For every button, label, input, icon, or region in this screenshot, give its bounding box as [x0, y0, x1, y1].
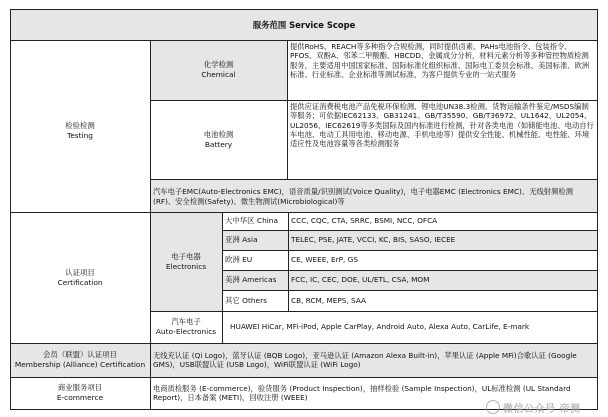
rule-membership [10, 377, 598, 378]
rule-americas [222, 290, 598, 291]
certification-label [10, 212, 150, 343]
rule-eu [222, 270, 598, 271]
region-others: 其它 Others [225, 295, 267, 305]
membership-label [10, 343, 150, 377]
testing-label [10, 40, 150, 222]
electronics-label-cn: 电子电器 [171, 251, 201, 261]
battery-description: 提供应证消费税电池产品免税环保检测、锂电池UN38.3检测、货物运输条件鉴定/MSDS编制等服务；可依据IEC62133、GB31241、GB/T35590、GB/T36972、UL1642、UL2054、UL2056、IEC62619等多类国际及国内标准进行检测，针对各类电池（如储能电池、电动自行车电池、电动工具用电池、移动电源、手机电池等）提供安全性能、机械性能、电性能、环境适应性及电池容量等各类检测服务 [290, 102, 594, 149]
region-eu-certs: CE, WEEE, ErP, GS [291, 255, 358, 265]
table-title: 服务范围 Service Scope [10, 9, 598, 40]
region-others-certs: CB, RCM, MEPS, SAA [291, 295, 367, 305]
rule-china [222, 230, 598, 231]
auto-electronics-label-cn: 汽车电子 [171, 317, 201, 326]
membership-label-en: Membership (Alliance) Certification [14, 360, 146, 369]
membership-description: 无线充认证 (Qi Logo)，蓝牙认证 (BQB Logo)，亚马逊认证 (Amazon Alexa Built-in)，苹果认证 (Apple MFi)合歌认证 (Google GMS)，USB联盟认证 (USB Logo)，WiFi联盟认证 (WiFi Logo) [150, 343, 598, 377]
border-right [597, 9, 598, 410]
auto-testing-text: 汽车电子EMC(Auto-Electronics EMC)，语音质量/识别测试(Voice Quality)，电子电器EMC (Electronics EMC)、无线射频检测 (RF)、安全检测(Safety)、微生物测试(Microbiological)等 [153, 187, 573, 206]
battery-label-cn: 电池检测 [203, 129, 234, 139]
auto-electronics-label-en: Auto-Electronics [155, 327, 217, 336]
ecommerce-label-en: E-commerce [56, 393, 104, 402]
wechat-logo-icon [486, 400, 500, 414]
rule-certification [10, 343, 598, 344]
electronics-label [150, 212, 222, 311]
col-testing-sub [287, 40, 288, 179]
testing-label-cn: 检验检测 [65, 121, 95, 130]
auto-electronics-label [150, 311, 222, 343]
region-americas: 美洲 Americas [222, 270, 288, 290]
watermark-text: 微信公众号 帝测 [503, 403, 581, 415]
border-left [10, 9, 11, 410]
region-eu: 欧洲 EU [225, 255, 253, 264]
battery-label-en: Battery [204, 139, 233, 149]
region-asia: 亚洲 Asia [222, 230, 288, 250]
watermark [486, 397, 604, 417]
ecommerce-label [10, 377, 150, 409]
col-main [150, 40, 151, 410]
chemical-description: 提供RoHS、REACH等多种指令合规检测，同时提供卤素、PAHs电池指令、包装指令、PFOS、双酚A、邻苯二甲酸酯、HBCDD、金属成分分析，材料元素分析等多种管控物质检测服务，主要适用中国国家标准、国际标准化组织标准、国际电工委员会标准、美国标准、欧洲标准、行业标准、企业标准等测试标准，为客户提供专业的一站式服务 [290, 42, 590, 79]
chemical-label-en: Chemical [201, 70, 236, 79]
ecommerce-label-cn: 商业服务项目 [57, 383, 103, 392]
ecommerce-description: 电商质检服务 (E-commerce)，验货服务 (Product Inspection)，抽样检验 (Sample Inspection)，UL标准检测 (UL Standard Report)，日本备案 (METI)，回收注册 (WEEE) [153, 383, 571, 402]
testing-label-en: Testing [67, 131, 93, 140]
region-asia-certs: TELEC, PSE, JATE, VCCI, KC, BIS, SASO, IECEE [288, 230, 598, 250]
rule-title [10, 40, 598, 41]
certification-label-en: Certification [57, 277, 103, 287]
battery-label [150, 100, 287, 179]
rule-testing [10, 212, 598, 213]
rule-asia [222, 250, 598, 251]
chemical-label-cn: 化学检测 [203, 60, 234, 69]
electronics-label-en: Electronics [165, 261, 207, 271]
rule-battery [150, 179, 598, 180]
col-cert-sub [222, 212, 223, 343]
region-americas-certs: FCC, IC, CEC, DOE, UL/ETL, CSA, MOM [288, 270, 598, 290]
border-top [10, 9, 598, 10]
rule-electronics [150, 311, 598, 312]
membership-label-cn: 会员（联盟）认证项目 [43, 350, 117, 359]
auto-electronics-certs: HUAWEI HiCar, MFi-iPod, Apple CarPlay, Android Auto, Alexa Auto, CarLife, E-mark [230, 322, 530, 332]
auto-testing-description [150, 179, 598, 212]
region-china: 大中华区 China [225, 216, 279, 225]
chemical-label [150, 40, 287, 100]
region-china-certs: CCC, CQC, CTA, SRRC, BSMI, NCC, OFCA [291, 216, 438, 226]
rule-chemical [150, 100, 598, 101]
certification-label-cn: 认证项目 [65, 267, 95, 277]
col-region [288, 212, 289, 311]
